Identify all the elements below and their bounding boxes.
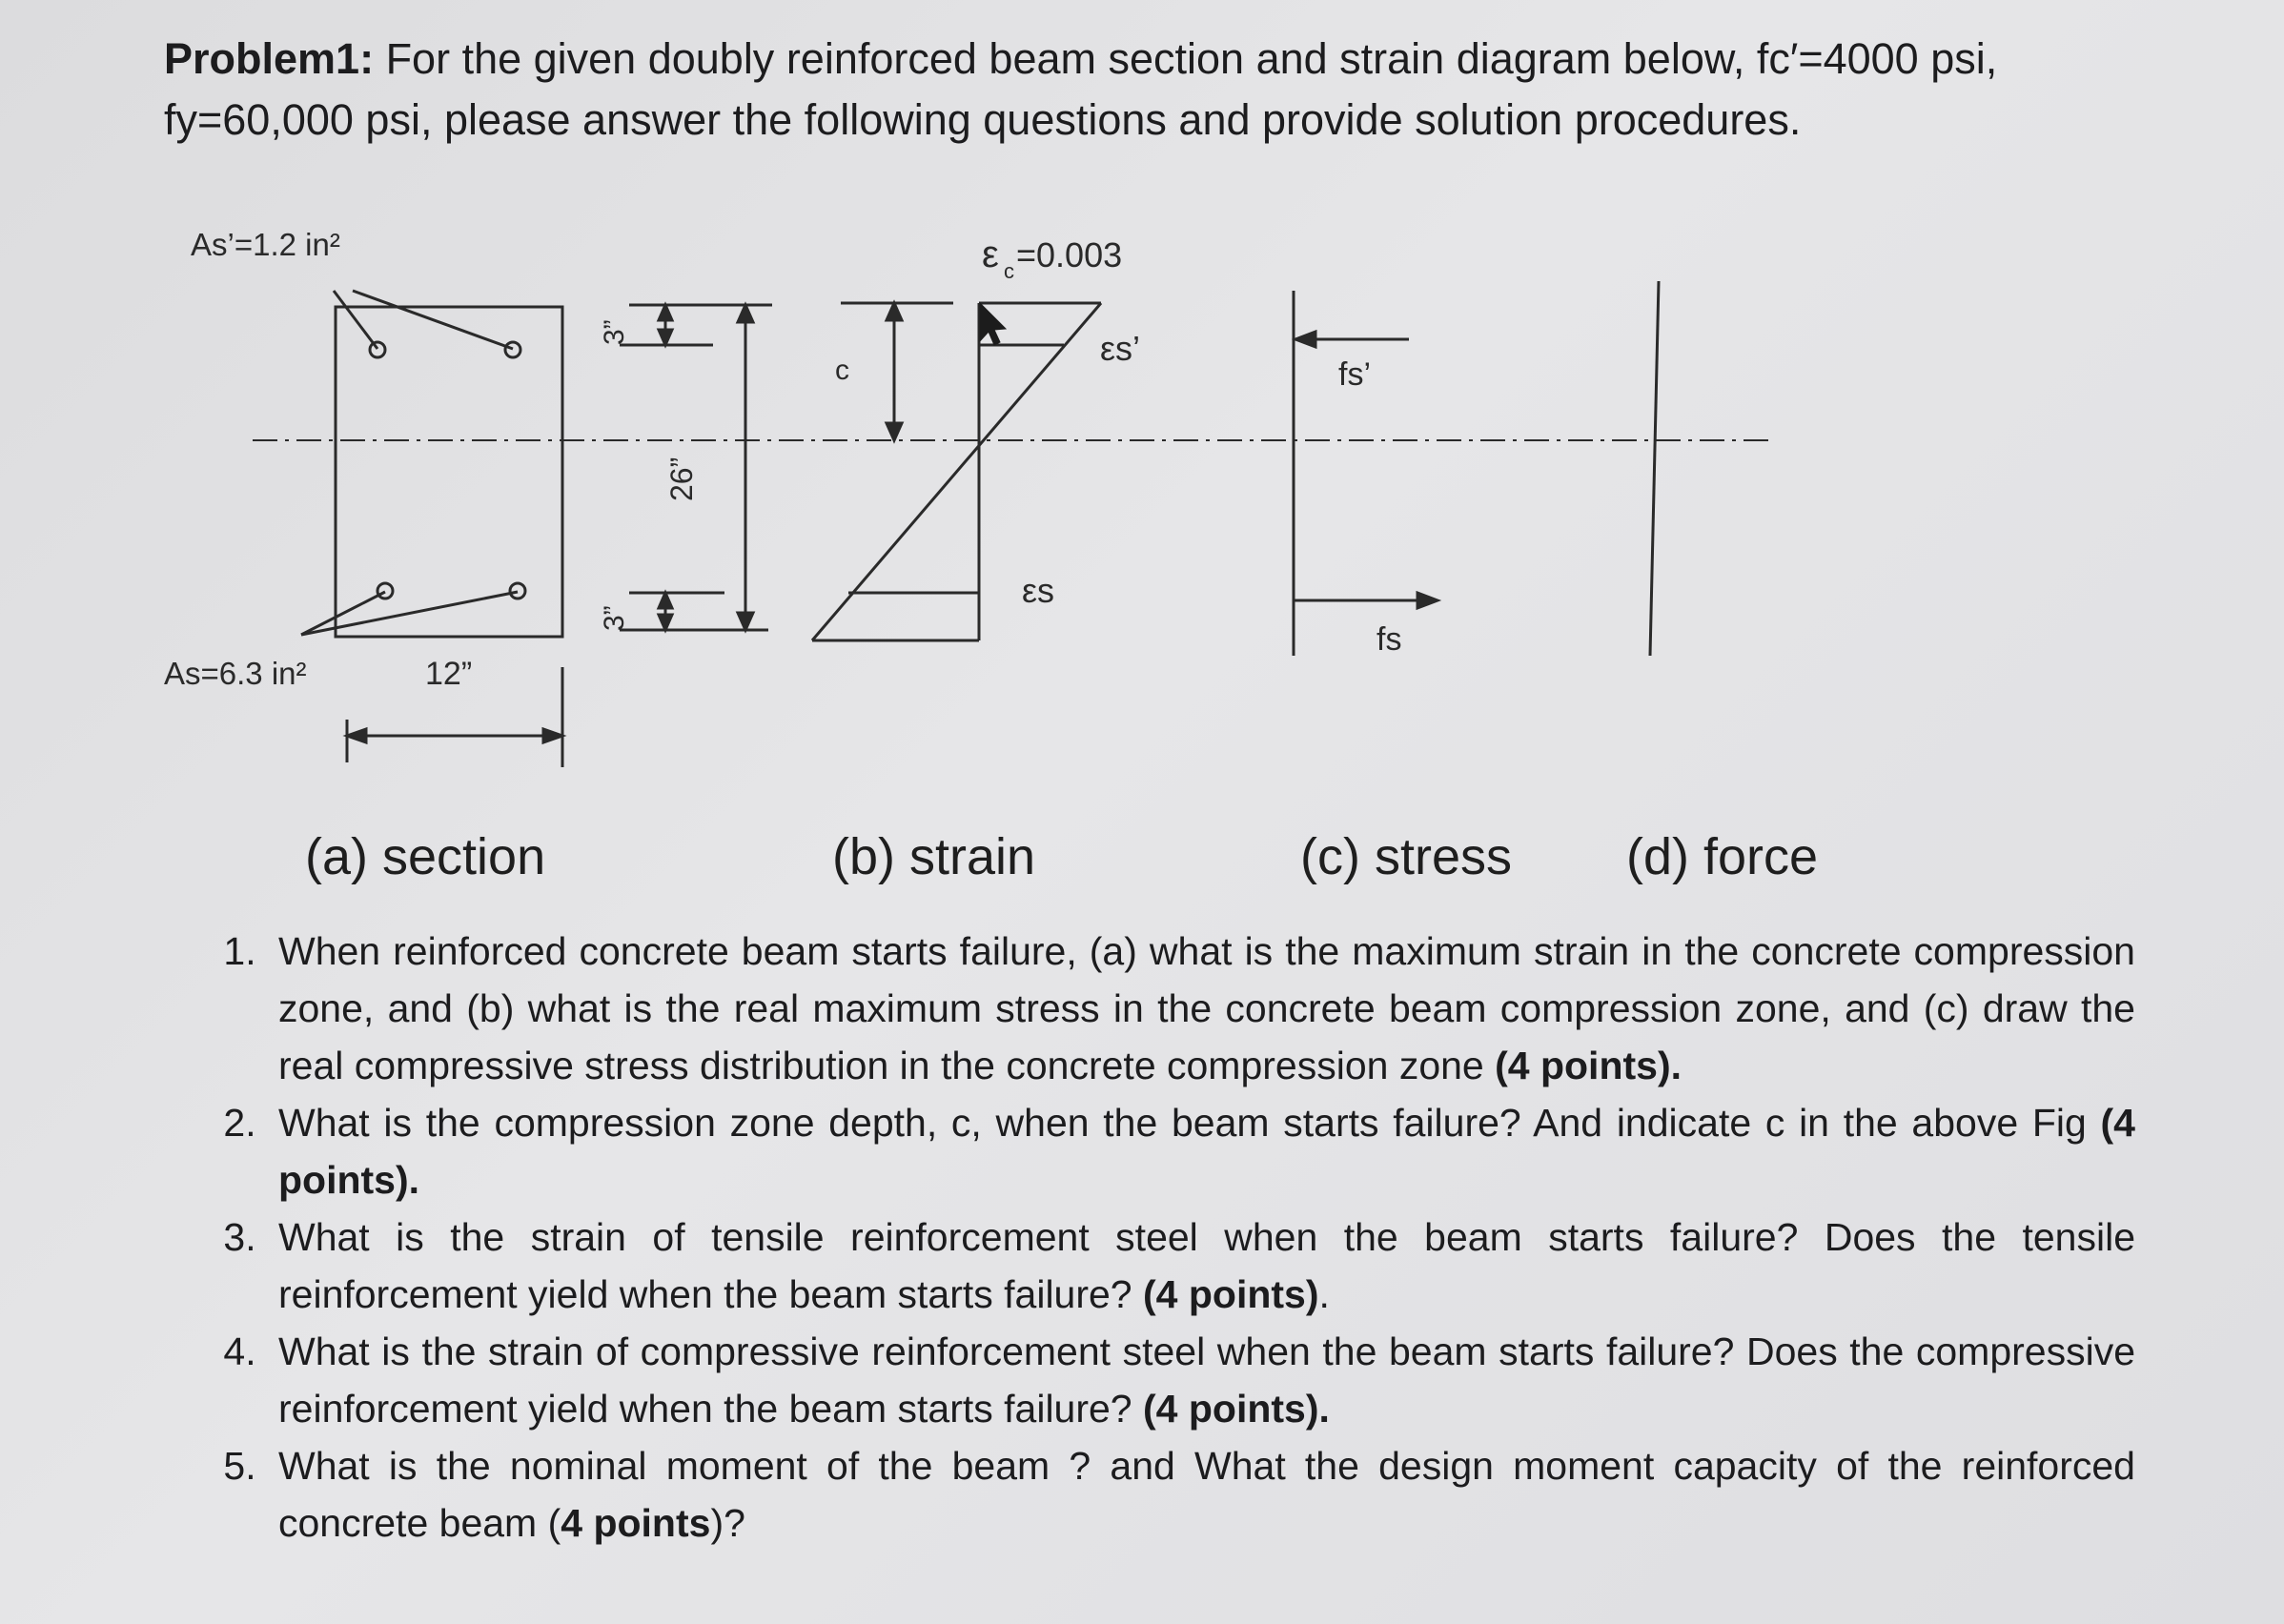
beam-section-rect bbox=[336, 307, 562, 637]
question-text: What is the compression zone depth, c, when the beam starts failure? And indicate c in the above Fig bbox=[278, 1101, 2101, 1145]
ec-subscript: c bbox=[1004, 259, 1014, 283]
top-bar-leader bbox=[334, 291, 377, 349]
question-points: (4 points). bbox=[1143, 1387, 1330, 1431]
caption-strain: (b) strain bbox=[832, 828, 1036, 885]
force-axis bbox=[1650, 281, 1659, 656]
question-tail: )? bbox=[710, 1501, 745, 1545]
as-label: As=6.3 in² bbox=[164, 656, 307, 691]
cover-bottom-arrow-up bbox=[659, 593, 672, 608]
question-points: 4 points bbox=[561, 1501, 711, 1545]
mouse-cursor-icon bbox=[980, 303, 1006, 345]
bottom-rebar-left bbox=[377, 583, 393, 599]
strain-profile bbox=[812, 303, 1101, 640]
question-points: (4 points) bbox=[1143, 1272, 1319, 1316]
cover-top-arrow-down bbox=[659, 330, 672, 345]
top-rebar-right bbox=[505, 342, 520, 357]
question-list bbox=[191, 923, 2135, 1552]
caption-stress: (c) stress bbox=[1300, 828, 1512, 885]
cover-top-arrow-up bbox=[659, 305, 672, 320]
question-2 bbox=[267, 1094, 2135, 1208]
depth-arrow-up bbox=[738, 305, 753, 322]
caption-force: (d) force bbox=[1626, 828, 1819, 885]
fs-arrow-head bbox=[1417, 593, 1438, 608]
cover-top-label: 3” bbox=[599, 319, 630, 345]
bottom-bar-leader bbox=[301, 592, 385, 635]
bottom-rebar-right bbox=[510, 583, 525, 599]
c-label: c bbox=[835, 355, 849, 386]
depth-label: 26” bbox=[664, 457, 699, 501]
question-4 bbox=[267, 1323, 2135, 1437]
ec-value: =0.003 bbox=[1016, 235, 1123, 274]
question-points: (4 points). bbox=[1495, 1044, 1682, 1087]
width-dim-arrow-right bbox=[543, 729, 562, 742]
es-label: εs bbox=[1022, 571, 1055, 610]
question-points: (4 points). bbox=[278, 1101, 2135, 1202]
cover-bottom-arrow-down bbox=[659, 615, 672, 630]
width-label: 12” bbox=[425, 656, 473, 692]
top-rebar-left bbox=[370, 342, 385, 357]
as-prime-label: As’=1.2 in² bbox=[191, 227, 340, 262]
width-dim-arrow-left bbox=[347, 729, 366, 742]
question-text: What is the nominal moment of the beam ? and What the design moment capacity of the reinforced concrete beam ( bbox=[278, 1444, 2135, 1545]
fs-label: fs bbox=[1377, 621, 1402, 658]
question-text: What is the strain of compressive reinforcement steel when the beam starts failure? Does the compressive reinforcement yield when the beam starts failure? bbox=[278, 1330, 2135, 1431]
es-prime-label: εs’ bbox=[1100, 329, 1141, 368]
question-tail: . bbox=[1318, 1272, 1330, 1316]
fs-prime-arrow-head bbox=[1295, 332, 1315, 347]
problem-label: Problem1: bbox=[164, 34, 375, 83]
c-arrow-up bbox=[887, 303, 902, 320]
problem-statement: For the given doubly reinforced beam section and strain diagram below, fc′=4000 psi, fy=60,000 psi, please answer the following questions and provide solution procedures. bbox=[164, 34, 1998, 144]
question-text: When reinforced concrete beam starts failure, (a) what is the maximum strain in the concrete compression zone, and (b) what is the real maximum stress in the concrete beam compression zone, and (c) draw the real compressive stress distribution in the concrete compression zone bbox=[278, 929, 2135, 1087]
question-5 bbox=[267, 1437, 2135, 1552]
depth-arrow-down bbox=[738, 613, 753, 630]
fs-prime-label: fs’ bbox=[1338, 356, 1371, 393]
question-text: What is the strain of tensile reinforcement steel when the beam starts failure? Does the tensile reinforcement yield when the beam starts failure? bbox=[278, 1215, 2135, 1316]
question-1 bbox=[267, 923, 2135, 1094]
cover-bottom-label: 3” bbox=[599, 605, 630, 631]
ec-symbol: ε bbox=[982, 233, 999, 275]
top-bar-leader-2 bbox=[353, 291, 513, 349]
caption-section: (a) section bbox=[305, 828, 546, 885]
question-3 bbox=[267, 1208, 2135, 1323]
c-arrow-down bbox=[887, 423, 902, 440]
bottom-bar-leader-2 bbox=[301, 592, 518, 635]
